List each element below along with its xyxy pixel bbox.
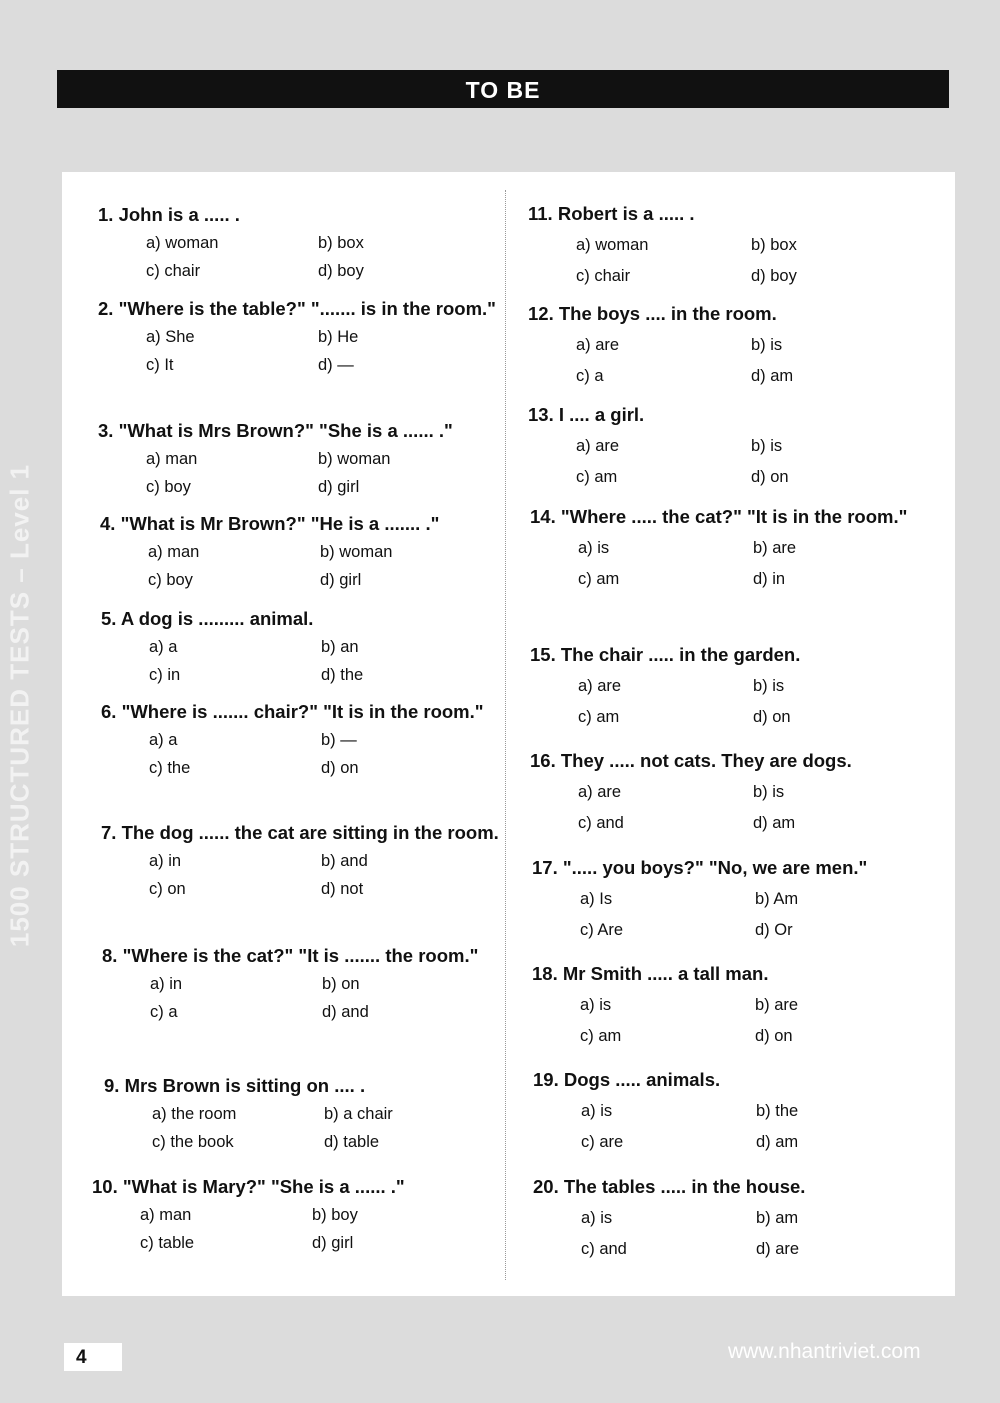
answer-option[interactable]: c) am <box>578 569 620 588</box>
answer-option[interactable]: c) the book <box>152 1133 234 1151</box>
question-item <box>528 399 928 492</box>
question-text: 13. I .... a girl. <box>528 404 645 425</box>
question-item <box>101 604 501 689</box>
answer-options <box>150 970 502 1026</box>
answer-options <box>581 1096 933 1157</box>
answer-option[interactable]: d) am <box>753 813 796 832</box>
question-item <box>98 200 498 285</box>
answer-option[interactable]: a) a <box>149 731 178 749</box>
question-text: 14. "Where ..... the cat?" "It is in the room." <box>530 506 908 527</box>
question-item <box>101 818 501 903</box>
question-item <box>102 941 502 1026</box>
question-item <box>530 639 930 732</box>
answer-option[interactable]: a) woman <box>146 234 219 252</box>
answer-option[interactable]: c) Are <box>580 920 624 939</box>
page-number: 4 <box>64 1343 122 1371</box>
answer-options <box>578 671 930 732</box>
answer-option[interactable]: b) is <box>751 336 783 354</box>
answer-option[interactable]: a) man <box>140 1206 192 1224</box>
question-item <box>98 294 498 379</box>
question-text: 10. "What is Mary?" "She is a ...... ." <box>92 1176 405 1197</box>
question-text: 15. The chair ..... in the garden. <box>530 644 801 665</box>
question-item <box>532 958 932 1051</box>
question-item <box>533 1171 933 1264</box>
answer-options <box>152 1100 504 1156</box>
question-text: 5. A dog is ......... animal. <box>101 608 314 629</box>
question-text: 9. Mrs Brown is sitting on .... . <box>104 1075 366 1096</box>
answer-option[interactable]: c) am <box>578 707 620 726</box>
question-text: 12. The boys .... in the room. <box>528 303 777 324</box>
answer-option[interactable]: c) in <box>149 666 181 684</box>
question-item <box>530 745 930 838</box>
answer-option[interactable]: c) are <box>581 1132 624 1151</box>
answer-options <box>580 884 932 945</box>
answer-option[interactable]: d) in <box>753 569 786 588</box>
answer-option[interactable]: b) am <box>756 1209 799 1227</box>
answer-options <box>140 1201 512 1257</box>
answer-option[interactable]: a) man <box>148 543 200 561</box>
answer-option[interactable]: c) and <box>581 1239 627 1258</box>
answer-options <box>576 230 928 291</box>
question-text: 7. The dog ...... the cat are sitting in the room. <box>101 822 499 843</box>
question-text: 17. "..... you boys?" "No, we are men." <box>532 857 868 878</box>
question-text: 4. "What is Mr Brown?" "He is a ....... ." <box>100 513 440 534</box>
answer-option[interactable]: b) the <box>756 1102 799 1120</box>
answer-options <box>149 847 501 903</box>
answer-option[interactable]: d) boy <box>751 266 797 285</box>
answer-option[interactable]: c) am <box>576 467 618 486</box>
answer-option[interactable]: b) and <box>321 852 368 870</box>
answer-option[interactable]: b) box <box>751 236 797 254</box>
answer-option[interactable]: d) girl <box>318 478 360 496</box>
answer-options <box>576 431 928 492</box>
answer-option[interactable]: a) man <box>146 450 198 468</box>
answer-options <box>146 323 498 379</box>
question-text: 6. "Where is ....... chair?" "It is in the room." <box>101 701 484 722</box>
answer-options <box>146 445 498 501</box>
answer-option[interactable]: b) a chair <box>324 1105 393 1123</box>
answer-option[interactable]: a) are <box>576 437 620 455</box>
question-item <box>530 501 930 594</box>
answer-option[interactable]: c) boy <box>146 478 191 496</box>
answer-option[interactable]: a) She <box>146 328 195 346</box>
question-item <box>101 697 501 782</box>
question-item <box>528 298 928 391</box>
question-text: 3. "What is Mrs Brown?" "She is a ...... ." <box>98 420 453 441</box>
answer-option[interactable]: a) are <box>576 336 620 354</box>
answer-option[interactable]: d) and <box>322 1003 369 1021</box>
answer-option[interactable]: d) table <box>324 1133 380 1151</box>
answer-option[interactable]: b) is <box>753 677 785 695</box>
answer-options <box>148 538 500 594</box>
question-text: 19. Dogs ..... animals. <box>533 1069 721 1090</box>
answer-option[interactable]: b) boy <box>312 1206 358 1224</box>
question-item <box>104 1071 504 1156</box>
answer-option[interactable]: b) Am <box>755 890 799 908</box>
answer-option[interactable]: a) are <box>578 677 622 695</box>
answer-options <box>578 777 930 838</box>
answer-option[interactable]: b) box <box>318 234 364 252</box>
answer-option[interactable]: a) the room <box>152 1105 237 1123</box>
answer-option[interactable]: d) the <box>321 666 364 684</box>
question-text: 1. John is a ..... . <box>98 204 240 225</box>
answer-options <box>146 229 498 285</box>
answer-option[interactable]: c) a <box>576 366 604 385</box>
question-text: 20. The tables ..... in the house. <box>533 1176 806 1197</box>
answer-option[interactable]: a) a <box>149 638 178 656</box>
answer-option[interactable]: a) woman <box>576 236 649 254</box>
answer-option[interactable]: c) chair <box>146 262 201 280</box>
answer-option[interactable]: d) girl <box>320 571 362 589</box>
question-text: 11. Robert is a ..... . <box>528 203 695 224</box>
book-side-title: 1500 STRUCTURED TESTS – Level 1 <box>4 463 35 948</box>
answer-option[interactable]: b) is <box>753 783 785 801</box>
answer-option[interactable]: b) is <box>751 437 783 455</box>
answer-option[interactable]: d) are <box>756 1239 800 1258</box>
answer-options <box>581 1203 933 1264</box>
answer-option[interactable]: a) Is <box>580 890 613 908</box>
answer-option[interactable]: a) is <box>581 1209 613 1227</box>
question-item <box>532 852 932 945</box>
answer-option[interactable]: d) on <box>753 707 791 726</box>
answer-option[interactable]: a) is <box>581 1102 613 1120</box>
answer-options <box>578 533 930 594</box>
answer-option[interactable]: c) on <box>149 880 186 898</box>
answer-option[interactable]: c) the <box>149 759 191 777</box>
answer-option[interactable]: c) chair <box>576 266 631 285</box>
answer-option[interactable]: d) boy <box>318 262 364 280</box>
answer-option[interactable]: a) in <box>149 852 182 870</box>
question-item <box>98 416 498 501</box>
answer-option[interactable]: c) table <box>140 1234 195 1252</box>
answer-option[interactable]: d) on <box>751 467 789 486</box>
answer-option[interactable]: b) on <box>322 975 360 993</box>
website-watermark: www.nhantriviet.com <box>728 1340 921 1363</box>
answer-option[interactable]: d) girl <box>312 1234 354 1252</box>
answer-option[interactable]: a) is <box>580 996 612 1014</box>
answer-options <box>149 726 501 782</box>
question-item <box>528 198 928 291</box>
answer-options <box>576 330 928 391</box>
answer-option[interactable]: b) are <box>755 996 799 1014</box>
question-text: 2. "Where is the table?" "....... is in the room." <box>98 298 496 319</box>
answer-option[interactable]: b) woman <box>318 450 391 468</box>
answer-option[interactable]: b) woman <box>320 543 393 561</box>
answer-option[interactable]: c) a <box>150 1003 178 1021</box>
section-title: TO BE <box>57 70 949 108</box>
answer-option[interactable]: c) am <box>580 1026 622 1045</box>
question-item <box>533 1064 933 1157</box>
answer-option[interactable]: b) He <box>318 328 359 346</box>
answer-option[interactable]: a) in <box>150 975 183 993</box>
answer-option[interactable]: d) — <box>318 356 354 374</box>
question-text: 18. Mr Smith ..... a tall man. <box>532 963 769 984</box>
answer-option[interactable]: d) not <box>321 880 364 898</box>
answer-option[interactable]: d) on <box>321 759 359 777</box>
answer-option[interactable]: b) are <box>753 539 797 557</box>
answer-option[interactable]: a) is <box>578 539 610 557</box>
question-text: 8. "Where is the cat?" "It is ....... the room." <box>102 945 479 966</box>
answer-options <box>149 633 501 689</box>
answer-options <box>580 990 932 1051</box>
answer-option[interactable]: c) It <box>146 356 174 374</box>
column-divider <box>505 190 506 1280</box>
question-item <box>92 1172 512 1257</box>
answer-option[interactable]: d) am <box>756 1132 799 1151</box>
answer-option[interactable]: b) an <box>321 638 359 656</box>
answer-option[interactable]: c) and <box>578 813 624 832</box>
answer-option[interactable]: a) are <box>578 783 622 801</box>
question-text: 16. They ..... not cats. They are dogs. <box>530 750 852 771</box>
answer-option[interactable]: d) on <box>755 1026 793 1045</box>
answer-option[interactable]: d) Or <box>755 920 793 939</box>
question-item <box>100 509 500 594</box>
answer-option[interactable]: d) am <box>751 366 794 385</box>
answer-option[interactable]: c) boy <box>148 571 193 589</box>
answer-option[interactable]: b) — <box>321 731 357 749</box>
